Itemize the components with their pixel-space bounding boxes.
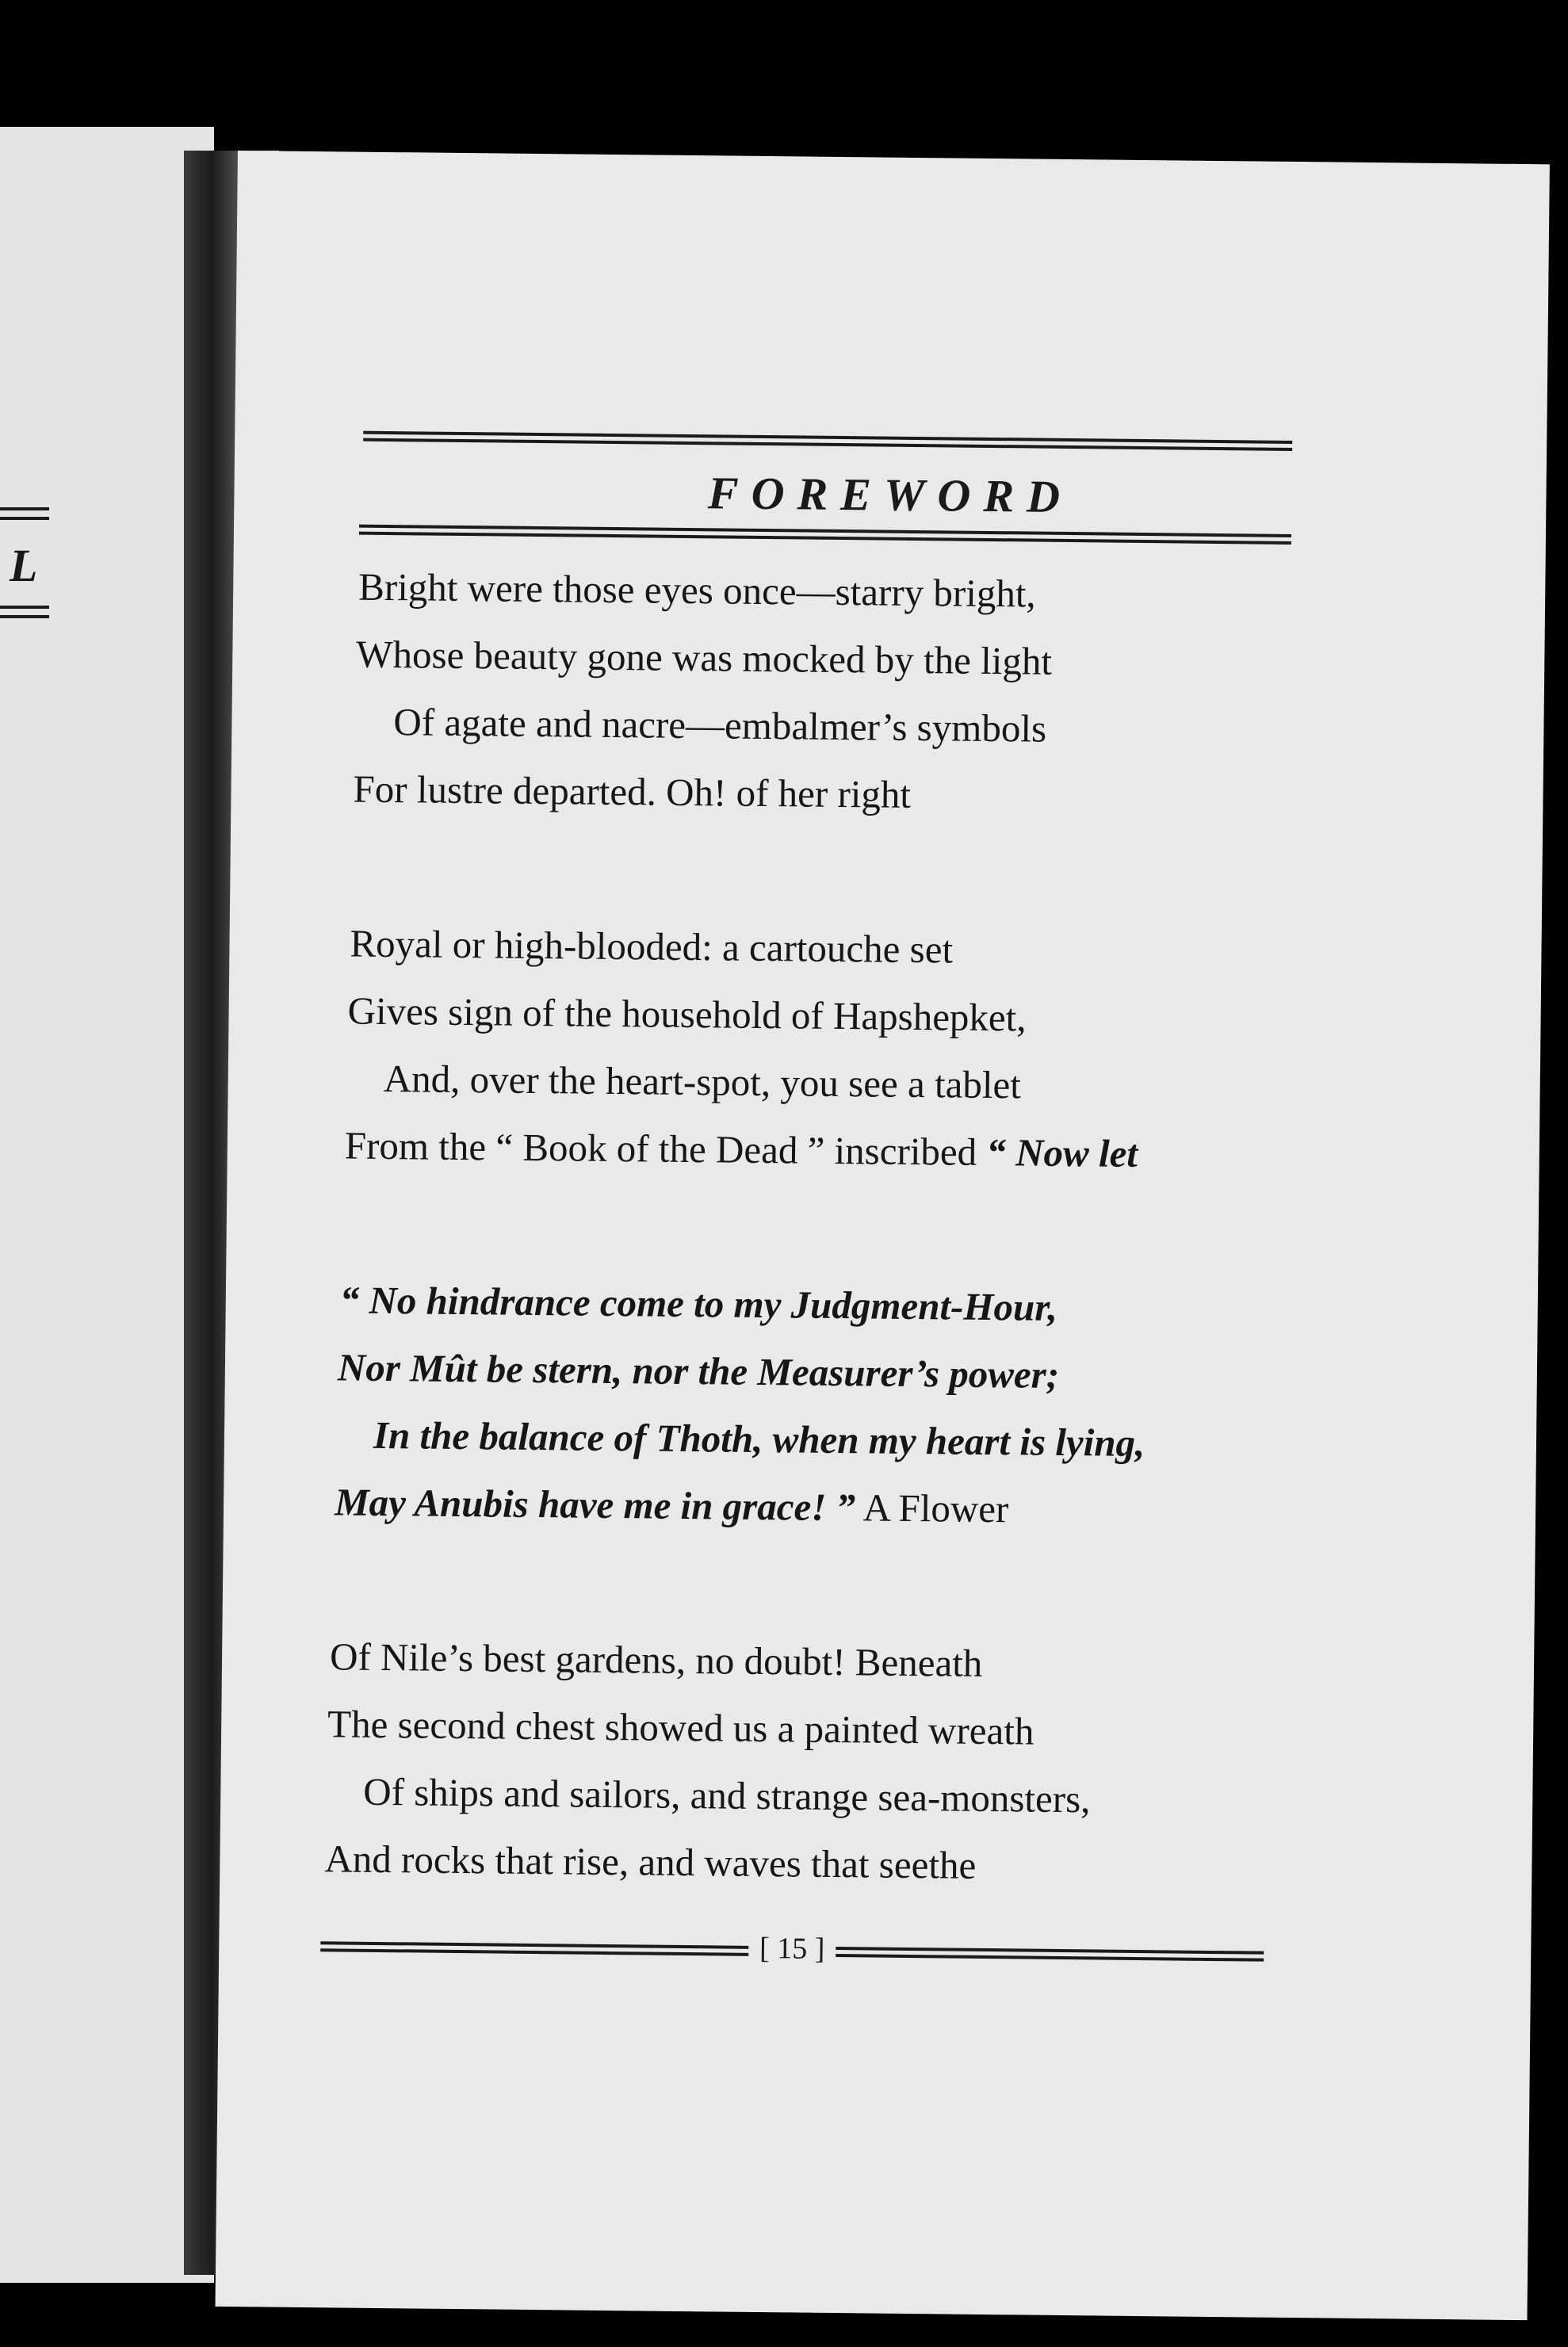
poem-line: Of ships and sailors, and strange sea-monsters, [363,1769,1091,1821]
poem-line-roman-tail: A Flower [855,1485,1009,1531]
right-page [216,151,1550,2320]
poem-line: Gives sign of the household of Hapshepket, [347,988,1027,1040]
poem-line [345,1122,1138,1175]
footer-rule-right [836,1947,1264,1962]
poem-line: Of Nile’s best gardens, no doubt! Beneath [329,1634,983,1685]
poem-line: For lustre departed. Oh! of her right [353,766,912,816]
poem-line: Nor Mût be stern, nor the Measurer’s power; [337,1345,1060,1397]
poem-line: Of agate and nacre—embalmer’s symbols [393,700,1047,751]
poem-line: Whose beauty gone was mocked by the light [356,632,1053,683]
left-page-rule [0,615,49,618]
left-facing-page [0,127,214,2283]
poem-line: The second chest showed us a painted wreath [327,1702,1034,1753]
poem-line: In the balance of Thoth, when my heart is lying, [373,1412,1145,1466]
poem-line [335,1479,1009,1531]
poem-line: And rocks that rise, and waves that seethe [324,1837,977,1887]
heading-bottom-rule [359,525,1291,545]
heading-top-rule [363,431,1292,451]
poem-line: And, over the heart-spot, you see a tablet [383,1056,1022,1107]
page-heading: FOREWORD [707,467,1073,523]
page-footer [320,1931,1264,1972]
left-page-rule [0,507,49,510]
left-page-heading-fragment: L [10,540,38,591]
poem-line-roman: From the “ Book of the Dead ” inscribed [344,1123,987,1174]
left-page-rule [0,606,49,609]
footer-rule-left [320,1941,748,1956]
poem-line: Royal or high-blooded: a cartouche set [350,921,954,972]
left-page-rule [0,517,49,520]
poem-line: “ No hindrance come to my Judgment-Hour, [339,1278,1058,1329]
poem-line: Bright were those eyes once—starry bright, [358,564,1037,616]
page-number: [ 15 ] [759,1932,825,1966]
poem-line-italic-tail: “ Now let [986,1130,1138,1175]
poem-line-italic: May Anubis have me in grace! ” [334,1480,856,1530]
